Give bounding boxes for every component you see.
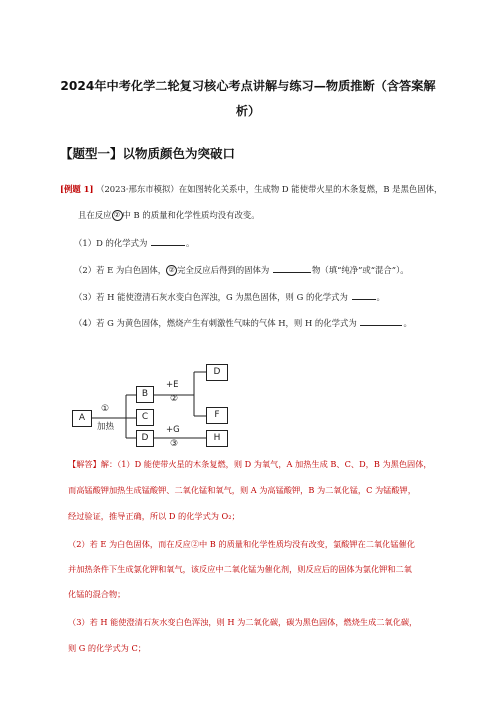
step-3-label: +G bbox=[166, 425, 180, 435]
example-stem-line-2 bbox=[78, 209, 260, 221]
example-stem-line-1 bbox=[60, 183, 442, 195]
answer-line-2: 而高锰酸钾加热生成锰酸钾、二氧化锰和氧气，则 A 为高锰酸钾，B 为二氧化锰，C 为锰酸钾， bbox=[68, 485, 416, 495]
q2-text-a: （2）若 E 为白色固体， bbox=[74, 265, 167, 275]
title-line-1: 2024年中考化学二轮复习核心考点讲解与练习—物质推断（含答案解 bbox=[60, 79, 436, 93]
q1-end: 。 bbox=[186, 238, 195, 248]
stem-text-2b: 中 B 的质量和化学性质均没有改变。 bbox=[122, 210, 260, 220]
stem-text-1: （2023·邢东市模拟）在如图转化关系中，生成物 D 能使带火星的木条复燃，B 是黑色固体， bbox=[96, 184, 443, 194]
box-c: C bbox=[136, 409, 154, 426]
answer-line-5: 并加热条件下生成氯化钾和氧气，该反应中二氧化锰为催化剂，则反应后的固体为氯化钾和二氧 bbox=[68, 564, 412, 574]
question-1 bbox=[74, 236, 194, 249]
question-4 bbox=[74, 316, 412, 329]
box-f: F bbox=[206, 407, 228, 424]
answer-line-3: 经过验证，推导正确，所以 D 的化学式为 O₂； bbox=[68, 511, 240, 521]
step-1-number: ① bbox=[101, 404, 110, 414]
q2-answer-blank[interactable] bbox=[273, 263, 311, 273]
q3-end: 。 bbox=[376, 292, 385, 302]
box-d-left: D bbox=[136, 430, 154, 447]
answer-line-4: （2）若 E 为白色固体，而在反应②中 B 的质量和化学性质均没有改变，氯酸钾在二氧化锰催化 bbox=[68, 539, 415, 549]
step-3-number: ③ bbox=[170, 439, 179, 449]
question-3 bbox=[74, 290, 385, 303]
step-2-number: ② bbox=[170, 394, 179, 404]
q2-text-b: 完全反应后得到的固体为 bbox=[177, 265, 270, 275]
circled-2-icon: ② bbox=[166, 265, 177, 276]
circled-2-icon: ② bbox=[112, 210, 123, 221]
answer-line-7: （3）若 H 能使澄清石灰水变白色浑浊，则 H 为二氧化碳，碳为黑色固体，燃烧生成二氧化碳， bbox=[68, 617, 418, 627]
q4-answer-blank[interactable] bbox=[360, 316, 402, 326]
section-title: 【题型一】以物质颜色为突破口 bbox=[60, 146, 236, 161]
q4-text: （4）若 G 为黄色固体，燃烧产生有刺激性气味的气体 H，则 H 的化学式为 bbox=[74, 318, 357, 328]
box-h: H bbox=[206, 430, 228, 447]
step-1-label: 加热 bbox=[97, 422, 115, 432]
title-line-2: 析） bbox=[235, 104, 261, 118]
q3-text: （3）若 H 能使澄清石灰水变白色浑浊，G 为黑色固体，则 G 的化学式为 bbox=[74, 292, 348, 302]
answer-line-6: 化锰的混合物； bbox=[68, 589, 126, 599]
document-title bbox=[40, 74, 456, 124]
box-d-top: D bbox=[206, 364, 228, 381]
answer-line-8: 则 G 的化学式为 C； bbox=[68, 643, 146, 653]
q4-end: 。 bbox=[403, 318, 412, 328]
step-2-label: +E bbox=[166, 380, 179, 390]
q1-text: （1）D 的化学式为 bbox=[74, 238, 148, 248]
box-b: B bbox=[136, 386, 154, 403]
q3-answer-blank[interactable] bbox=[352, 290, 376, 300]
q1-answer-blank[interactable] bbox=[151, 236, 185, 246]
box-a: A bbox=[72, 410, 92, 427]
stem-text-2a: 且在反应 bbox=[78, 210, 112, 220]
example-label: [例题 1] bbox=[60, 184, 94, 194]
answer-line-1: 【解答】解：（1）D 能使带火星的木条复燃，则 D 为氧气，A 加热生成 B、C、D，B 为黑色固体， bbox=[68, 459, 432, 469]
question-2 bbox=[74, 263, 409, 276]
q2-text-c: 物（填“纯净”或“混合”）。 bbox=[311, 265, 409, 275]
